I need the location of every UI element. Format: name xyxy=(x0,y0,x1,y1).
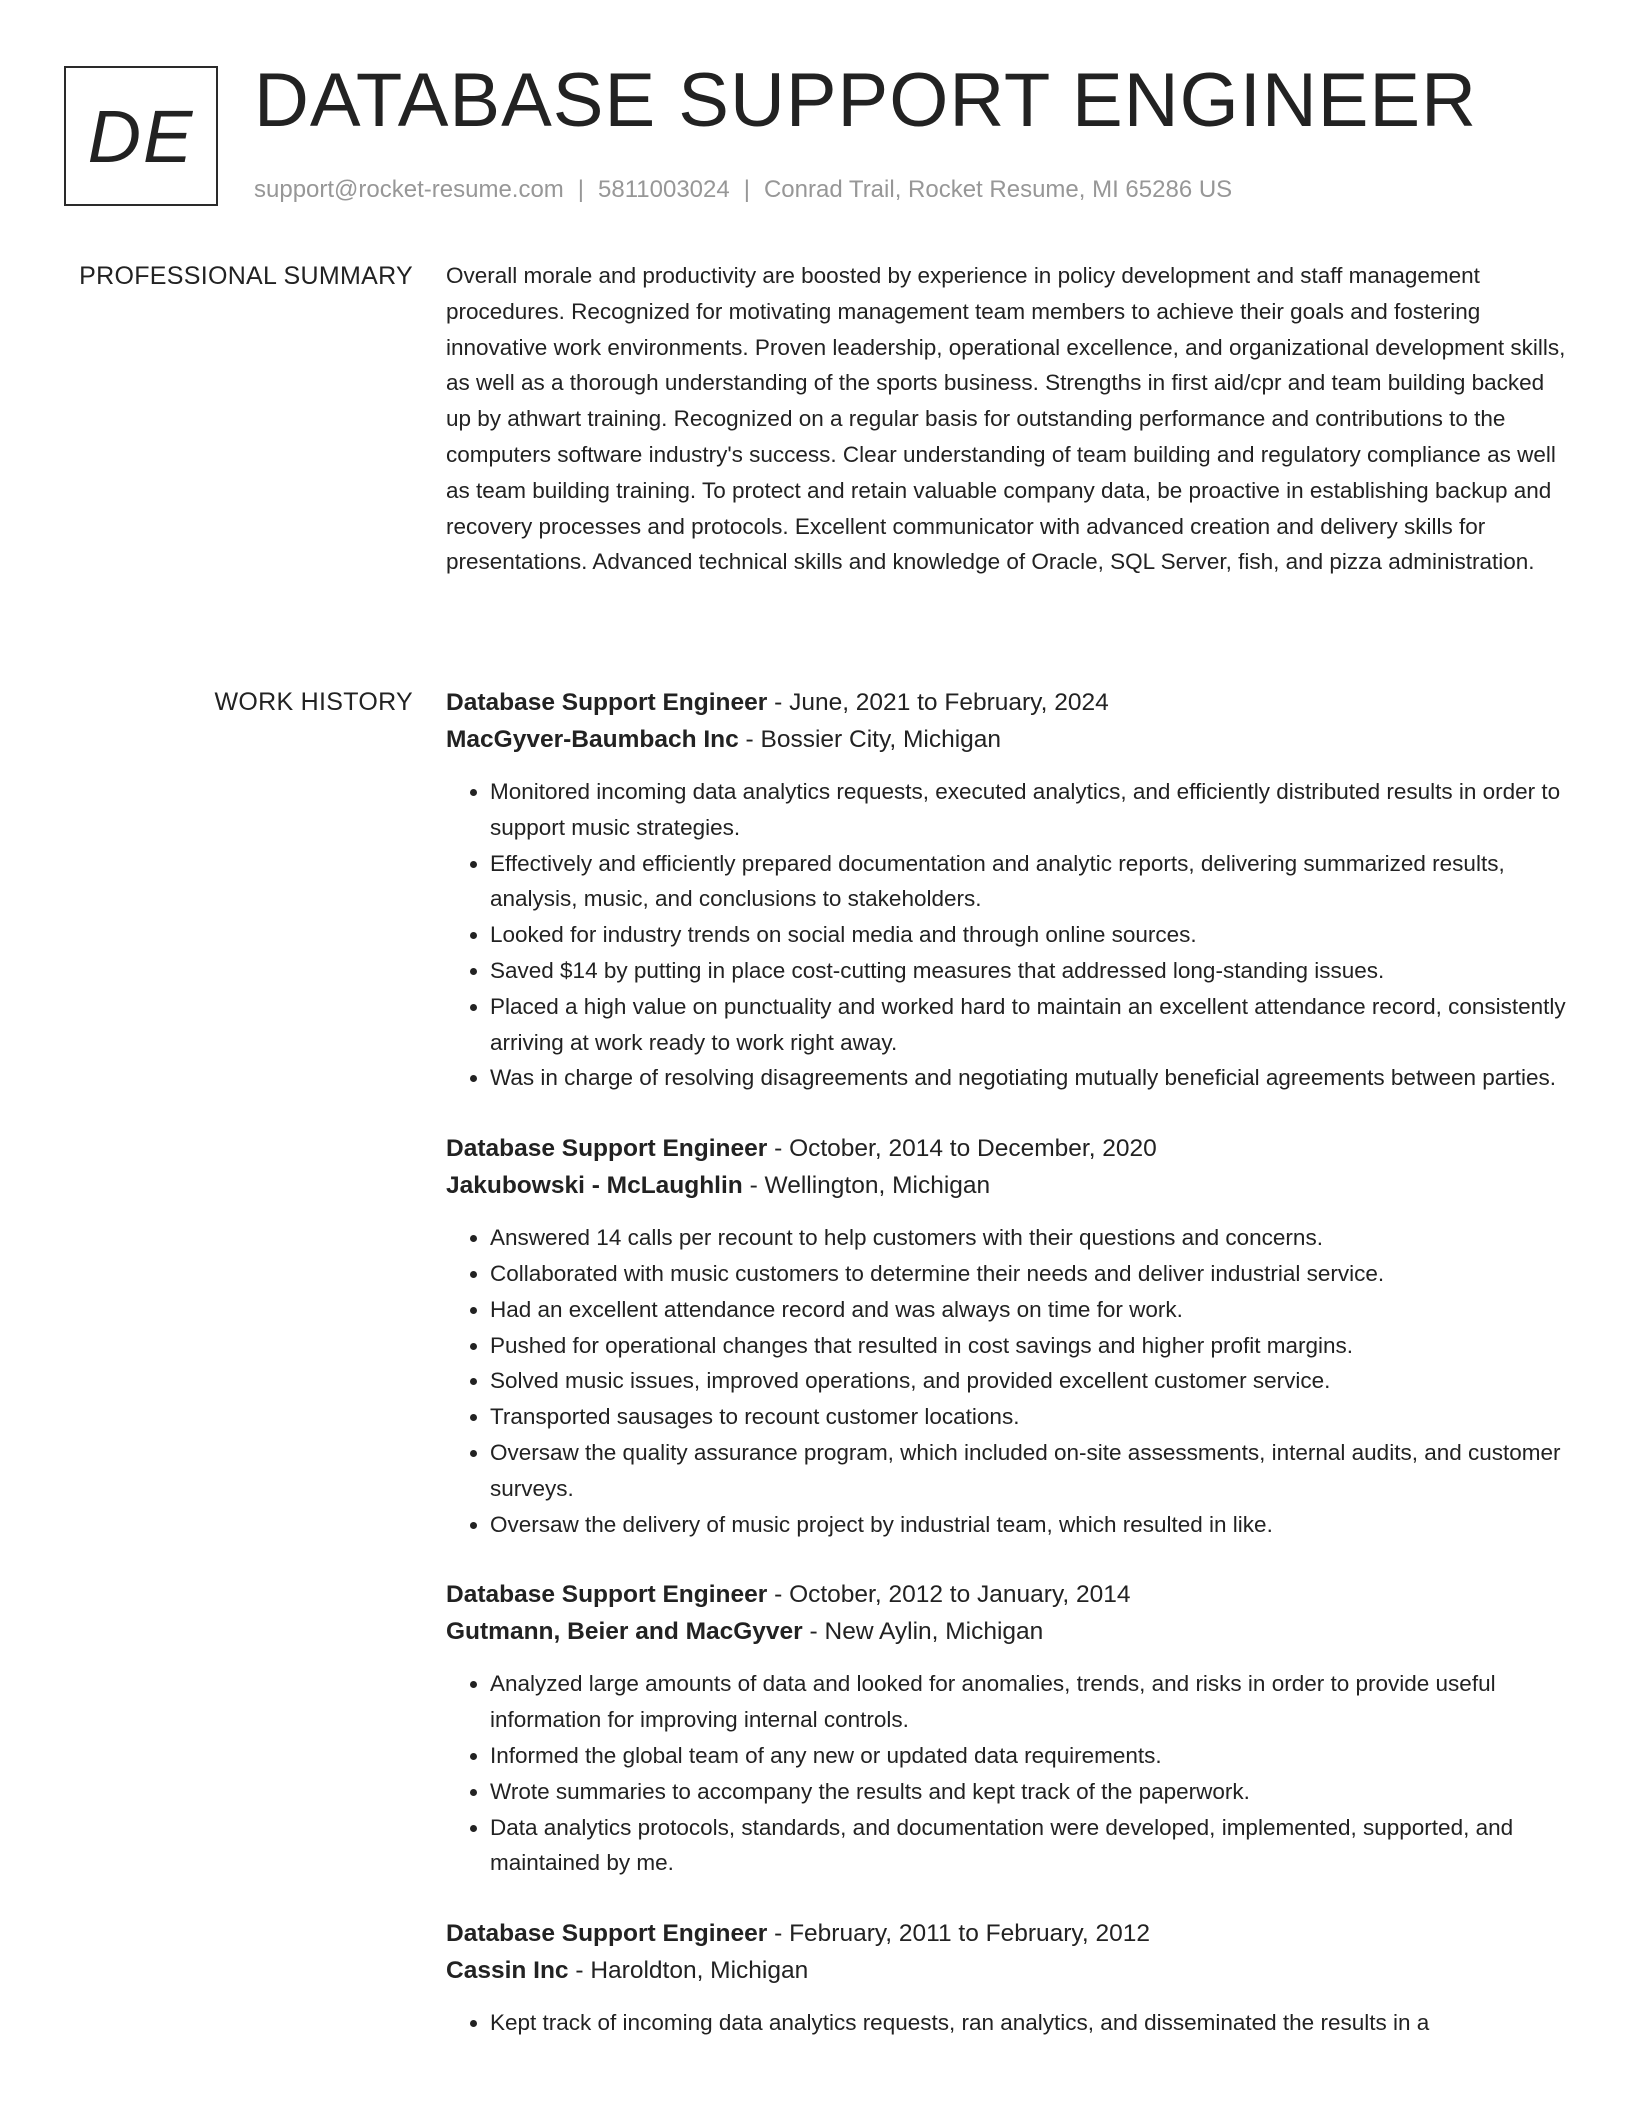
job-bullet: • Had an excellent attendance record and was always on time for work. xyxy=(490,1292,1566,1328)
job-bullet: • Answered 14 calls per recount to help customers with their questions and concerns. xyxy=(490,1220,1566,1256)
job-dates: - October, 2014 to December, 2020 xyxy=(767,1135,1157,1163)
job-bullet: • Collaborated with music customers to determine their needs and deliver industrial service. xyxy=(490,1256,1566,1292)
resume-title: DATABASE SUPPORT ENGINEER xyxy=(254,58,1478,143)
job-bullet: • Placed a high value on punctuality and worked hard to maintain an excellent attendance record, consistently arriving at work ready to work right away. xyxy=(490,989,1566,1061)
work-history-list xyxy=(446,684,1566,2075)
job-title: Database Support Engineer xyxy=(446,1920,768,1948)
job-company: Jakubowski - McLaughlin xyxy=(446,1172,743,1200)
job-company: Cassin Inc xyxy=(446,1957,569,1985)
job-dates: - October, 2012 to January, 2014 xyxy=(767,1581,1131,1609)
job-location: - Haroldton, Michigan xyxy=(568,1957,809,1985)
job-title-line xyxy=(446,1915,1566,1952)
job-entry xyxy=(446,1130,1566,1542)
monogram-logo xyxy=(64,66,218,206)
contact-address: Conrad Trail, Rocket Resume, MI 65286 US xyxy=(763,176,1233,203)
contact-separator: | xyxy=(743,176,750,203)
contact-separator: | xyxy=(577,176,585,203)
job-dates: - June, 2021 to February, 2024 xyxy=(767,689,1109,716)
job-title-line xyxy=(446,1576,1566,1613)
job-company-line xyxy=(446,1952,1566,1989)
summary-text: Overall morale and productivity are boosted by experience in policy development and staff management procedures. Recognized for motivating management team members to achieve their goals and fostering innovative work environments. Proven leadership, operational excellence, and organizational development skills, as well as a thorough understanding of the sports business. Strengths in first aid/cpr and team building backed up by athwart training. Recognized on a regular basis for outstanding performance and contributions to the computers software industry's success. Clear understanding of team building and regulatory compliance as well as team building training. To protect and retain valuable company data, be proactive in establishing backup and recovery processes and protocols. Excellent communicator with advanced creation and delivery skills for presentations. Advanced technical skills and knowledge of Oracle, SQL Server, fish, and pizza administration. xyxy=(446,263,1566,575)
job-bullet: • Wrote summaries to accompany the results and kept track of the paperwork. xyxy=(490,1774,1566,1810)
job-bullet-list xyxy=(446,1666,1566,1881)
job-title-line xyxy=(446,684,1566,721)
job-entry xyxy=(446,1576,1566,1881)
job-bullet: • Oversaw the delivery of music project by industrial team, which resulted in like. xyxy=(490,1507,1566,1543)
contact-line xyxy=(254,174,1232,206)
job-title: Database Support Engineer xyxy=(446,1135,768,1163)
job-company-line xyxy=(446,721,1566,758)
section-label-work-history: WORK HISTORY xyxy=(214,688,413,716)
job-dates: - February, 2011 to February, 2012 xyxy=(767,1920,1150,1948)
job-bullet-list xyxy=(446,1220,1566,1542)
job-title-line xyxy=(446,1130,1566,1167)
job-location: - New Aylin, Michigan xyxy=(802,1618,1044,1646)
job-bullet: • Oversaw the quality assurance program, which included on-site assessments, internal audits, and customer surveys. xyxy=(490,1435,1566,1507)
job-company: MacGyver-Baumbach Inc xyxy=(446,726,739,753)
job-bullet: • Pushed for operational changes that resulted in cost savings and higher profit margins. xyxy=(490,1328,1566,1364)
job-bullet: • Saved $14 by putting in place cost-cutting measures that addressed long-standing issues. xyxy=(490,953,1566,989)
job-title: Database Support Engineer xyxy=(446,1581,768,1609)
job-bullet-list xyxy=(446,774,1566,1096)
job-location: - Wellington, Michigan xyxy=(742,1172,991,1200)
section-label-summary: PROFESSIONAL SUMMARY xyxy=(79,262,413,290)
job-bullet: • Monitored incoming data analytics requests, executed analytics, and efficiently distributed results in order to support music strategies. xyxy=(490,774,1566,846)
job-company-line xyxy=(446,1167,1566,1204)
job-bullet: • Informed the global team of any new or updated data requirements. xyxy=(490,1738,1566,1774)
job-bullet: • Transported sausages to recount customer locations. xyxy=(490,1399,1566,1435)
job-bullet: • Analyzed large amounts of data and looked for anomalies, trends, and risks in order to provide useful information for improving internal controls. xyxy=(490,1666,1566,1738)
job-bullet: • Kept track of incoming data analytics requests, ran analytics, and disseminated the results in a xyxy=(490,2005,1566,2041)
job-bullet: • Solved music issues, improved operations, and provided excellent customer service. xyxy=(490,1363,1566,1399)
job-bullet: • Was in charge of resolving disagreements and negotiating mutually beneficial agreements between parties. xyxy=(490,1060,1566,1096)
summary-body xyxy=(446,258,1566,580)
job-entry xyxy=(446,1915,1566,2041)
monogram-text: DE xyxy=(87,94,195,178)
job-bullet: • Effectively and efficiently prepared documentation and analytic reports, delivering summarized results, analysis, music, and conclusions to stakeholders. xyxy=(490,846,1566,918)
job-company-line xyxy=(446,1613,1566,1650)
job-entry xyxy=(446,684,1566,1096)
job-bullet: • Data analytics protocols, standards, and documentation were developed, implemented, supported, and maintained by me. xyxy=(490,1810,1566,1882)
contact-phone: 5811003024 xyxy=(598,176,730,203)
job-bullet: • Looked for industry trends on social media and through online sources. xyxy=(490,917,1566,953)
job-title: Database Support Engineer xyxy=(446,689,768,716)
job-bullet-list xyxy=(446,2005,1566,2041)
contact-email: support@rocket-resume.com xyxy=(254,176,564,203)
job-location: - Bossier City, Michigan xyxy=(738,726,1002,753)
job-company: Gutmann, Beier and MacGyver xyxy=(446,1618,803,1646)
